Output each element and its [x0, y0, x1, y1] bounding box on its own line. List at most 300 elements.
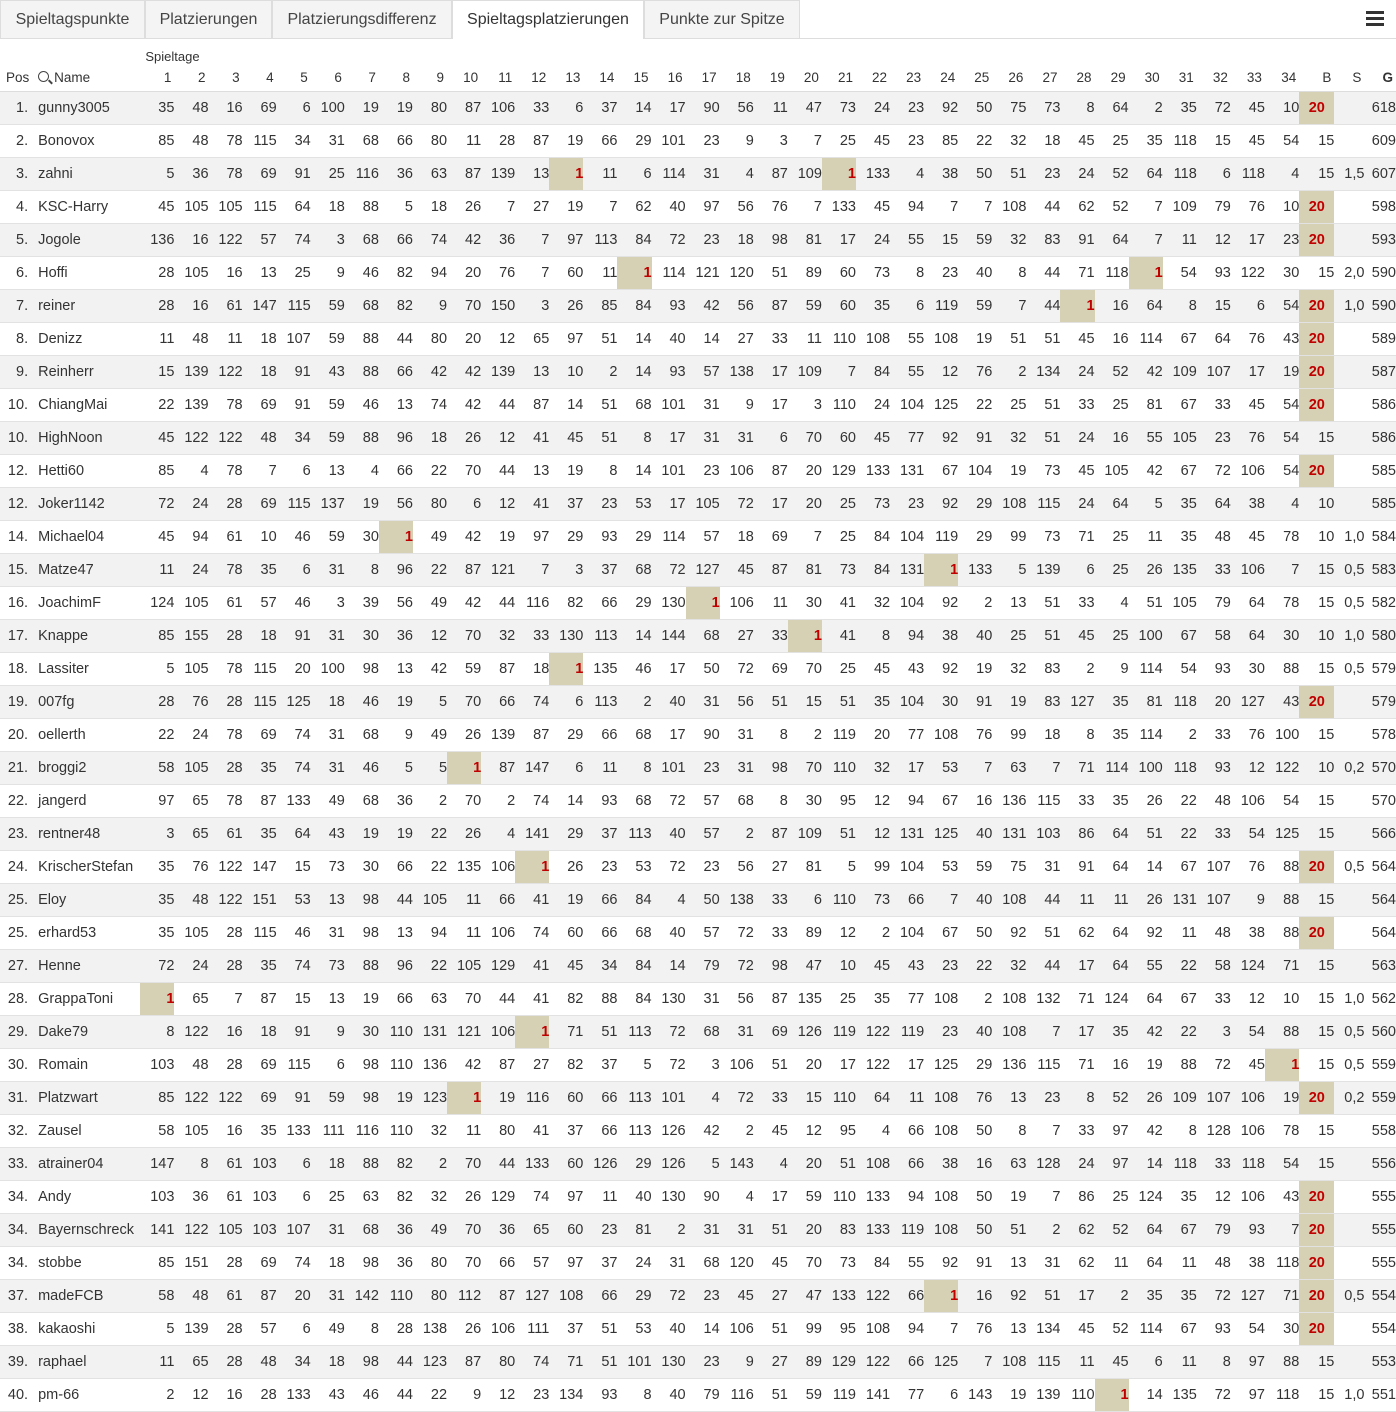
matchday-placement-cell: 31: [311, 620, 345, 653]
matchday-placement-cell: 106: [1231, 1082, 1265, 1115]
col-header-matchday[interactable]: 24: [924, 64, 958, 92]
table-row[interactable]: [0, 1082, 1396, 1115]
table-row[interactable]: [0, 158, 1396, 191]
matchday-placement-cell: 22: [958, 950, 992, 983]
col-header-total[interactable]: G: [1364, 64, 1396, 92]
matchday-placement-cell: 50: [958, 92, 992, 125]
table-row[interactable]: [0, 686, 1396, 719]
matchday-placement-cell: 97: [549, 1181, 583, 1214]
s-cell: [1334, 1181, 1364, 1214]
matchday-placement-cell: 103: [243, 1148, 277, 1181]
matchday-placement-cell: 24: [1060, 158, 1094, 191]
player-name[interactable]: Andy: [36, 1181, 140, 1214]
matchday-placement-cell: 78: [209, 653, 243, 686]
matchday-placement-cell: 5: [686, 1148, 720, 1181]
col-header-matchday[interactable]: 16: [652, 64, 686, 92]
matchday-placement-cell: 126: [652, 1148, 686, 1181]
matchday-placement-cell: 68: [617, 719, 651, 752]
matchday-placement-cell: 118: [1163, 752, 1197, 785]
matchday-placement-cell: 6: [277, 1181, 311, 1214]
search-icon[interactable]: [38, 71, 49, 82]
rank-cell: 17.: [0, 620, 36, 653]
table-row[interactable]: [0, 653, 1396, 686]
tab-spieltagspunkte[interactable]: Spieltagspunkte: [0, 0, 145, 38]
s-cell: [1334, 323, 1364, 356]
matchday-placement-cell: 88: [1265, 653, 1299, 686]
matchday-placement-cell: 87: [447, 1346, 481, 1379]
s-cell: 0,5: [1334, 851, 1364, 884]
matchday-placement-cell: 115: [277, 488, 311, 521]
matchday-placement-cell: 55: [890, 356, 924, 389]
matchday-placement-cell: 82: [379, 1148, 413, 1181]
table-row[interactable]: [0, 257, 1396, 290]
matchday-placement-cell: 15: [140, 356, 174, 389]
col-header-matchday[interactable]: 15: [617, 64, 651, 92]
matchday-placement-cell: 33: [1197, 389, 1231, 422]
tab-platzierungsdifferenz[interactable]: Platzierungsdifferenz: [272, 0, 452, 38]
player-name[interactable]: erhard53: [36, 917, 140, 950]
matchday-placement-cell: 50: [958, 1115, 992, 1148]
col-header-matchday[interactable]: 32: [1197, 64, 1231, 92]
matchday-placement-cell: 73: [1026, 92, 1060, 125]
player-name[interactable]: KrischerStefan: [36, 851, 140, 884]
table-row[interactable]: [0, 92, 1396, 125]
player-name[interactable]: kakaoshi: [36, 1313, 140, 1346]
matchday-placement-cell: 51: [583, 422, 617, 455]
player-name[interactable]: 007fg: [36, 686, 140, 719]
matchday-placement-cell: 80: [413, 488, 447, 521]
matchday-placement-cell: 121: [447, 1016, 481, 1049]
matchday-placement-cell: 106: [481, 851, 515, 884]
matchday-placement-cell: 100: [1129, 752, 1163, 785]
matchday-placement-cell: 18: [311, 1148, 345, 1181]
bonus-cell: 15: [1299, 785, 1334, 818]
player-name[interactable]: pm-66: [36, 1379, 140, 1412]
player-name[interactable]: Reinherr: [36, 356, 140, 389]
table-row[interactable]: [0, 1016, 1396, 1049]
player-name[interactable]: Romain: [36, 1049, 140, 1082]
matchday-placement-cell: 92: [924, 422, 958, 455]
col-header-matchday[interactable]: 2: [174, 64, 208, 92]
matchday-placement-cell: 49: [311, 1313, 345, 1346]
player-name[interactable]: KSC-Harry: [36, 191, 140, 224]
player-name[interactable]: Hoffi: [36, 257, 140, 290]
matchday-placement-cell: 19: [549, 191, 583, 224]
matchday-placement-cell: 43: [311, 1379, 345, 1412]
player-name[interactable]: Hetti60: [36, 455, 140, 488]
table-row[interactable]: [0, 818, 1396, 851]
rank-cell: 12.: [0, 455, 36, 488]
player-name[interactable]: Knappe: [36, 620, 140, 653]
table-row[interactable]: [0, 1214, 1396, 1247]
col-header-matchday[interactable]: 7: [345, 64, 379, 92]
matchday-placement-cell: 31: [720, 719, 754, 752]
col-header-matchday[interactable]: 19: [754, 64, 788, 92]
col-header-s[interactable]: S: [1334, 64, 1364, 92]
col-header-matchday[interactable]: 18: [720, 64, 754, 92]
s-cell: [1334, 92, 1364, 125]
matchday-placement-cell: 131: [890, 554, 924, 587]
matchday-placement-cell: 51: [754, 1313, 788, 1346]
matchday-placement-cell: 139: [174, 389, 208, 422]
matchday-placement-cell: 51: [754, 1214, 788, 1247]
player-name[interactable]: Eloy: [36, 884, 140, 917]
matchday-placement-cell: 25: [822, 983, 856, 1016]
matchday-placement-cell: 57: [243, 587, 277, 620]
player-name[interactable]: JoachimF: [36, 587, 140, 620]
player-name[interactable]: Jogole: [36, 224, 140, 257]
player-name[interactable]: Lassiter: [36, 653, 140, 686]
s-cell: [1334, 884, 1364, 917]
bonus-cell: 20: [1299, 323, 1334, 356]
matchday-placement-cell: 59: [958, 851, 992, 884]
matchday-placement-cell: 72: [652, 554, 686, 587]
tab-punkte-zur-spitze[interactable]: Punkte zur Spitze: [644, 0, 800, 38]
matchday-placement-cell: 47: [788, 950, 822, 983]
matchday-placement-cell: 5: [140, 158, 174, 191]
matchday-placement-cell: 11: [1095, 884, 1129, 917]
rank-cell: 22.: [0, 785, 36, 818]
col-header-matchday[interactable]: 8: [379, 64, 413, 92]
table-row[interactable]: [0, 752, 1396, 785]
player-name[interactable]: atrainer04: [36, 1148, 140, 1181]
total-cell: 582: [1364, 587, 1396, 620]
table-row[interactable]: [0, 521, 1396, 554]
matchday-placement-cell: 66: [481, 686, 515, 719]
matchday-placement-cell: 91: [958, 422, 992, 455]
matchday-placement-cell: 3: [788, 389, 822, 422]
matchday-placement-cell: 51: [754, 1049, 788, 1082]
player-name[interactable]: raphael: [36, 1346, 140, 1379]
table-row[interactable]: [0, 950, 1396, 983]
matchday-placement-cell: 104: [890, 917, 924, 950]
matchday-placement-cell: 7: [924, 1313, 958, 1346]
col-header-pos[interactable]: Pos: [0, 64, 36, 92]
table-row[interactable]: [0, 1049, 1396, 1082]
matchday-placement-cell: 9: [720, 125, 754, 158]
player-name[interactable]: stobbe: [36, 1247, 140, 1280]
table-row[interactable]: [0, 851, 1396, 884]
matchday-placement-cell: 44: [481, 455, 515, 488]
matchday-placement-cell: 133: [277, 1115, 311, 1148]
matchday-placement-cell: 48: [1197, 917, 1231, 950]
matchday-placement-cell: 2: [1026, 1214, 1060, 1247]
matchday-placement-cell: 106: [720, 455, 754, 488]
matchday-placement-cell: 76: [174, 686, 208, 719]
matchday-placement-cell: 51: [1026, 917, 1060, 950]
matchday-placement-cell: 97: [549, 323, 583, 356]
col-header-matchday[interactable]: 1: [140, 64, 174, 92]
s-cell: [1334, 389, 1364, 422]
table-row[interactable]: [0, 983, 1396, 1016]
matchday-placement-cell: 122: [1231, 257, 1265, 290]
col-header-matchday[interactable]: 27: [1026, 64, 1060, 92]
matchday-placement-cell: 61: [209, 587, 243, 620]
player-name[interactable]: Bonovox: [36, 125, 140, 158]
matchday-placement-cell: 139: [1026, 1379, 1060, 1412]
col-header-bonus[interactable]: B: [1299, 64, 1334, 92]
col-header-matchday[interactable]: 31: [1163, 64, 1197, 92]
matchday-placement-cell: 28: [140, 257, 174, 290]
table-row[interactable]: [0, 1313, 1396, 1346]
col-header-matchday[interactable]: 6: [311, 64, 345, 92]
table-row[interactable]: [0, 1346, 1396, 1379]
player-name[interactable]: ChiangMai: [36, 389, 140, 422]
col-header-matchday[interactable]: 9: [413, 64, 447, 92]
table-row[interactable]: [0, 917, 1396, 950]
matchday-placement-cell: 135: [1163, 554, 1197, 587]
matchday-placement-cell: 2: [1163, 719, 1197, 752]
matchday-placement-cell: 14: [549, 389, 583, 422]
matchday-placement-cell: 22: [413, 1379, 447, 1412]
matchday-placement-cell: 2: [856, 917, 890, 950]
player-name[interactable]: gunny3005: [36, 92, 140, 125]
matchday-placement-cell: 94: [890, 1313, 924, 1346]
matchday-placement-cell: 115: [243, 125, 277, 158]
matchday-placement-cell: 13: [311, 455, 345, 488]
matchday-placement-cell: 65: [174, 785, 208, 818]
table-row[interactable]: [0, 125, 1396, 158]
col-header-matchday[interactable]: 13: [549, 64, 583, 92]
player-name[interactable]: Dake79: [36, 1016, 140, 1049]
player-name[interactable]: Zausel: [36, 1115, 140, 1148]
matchday-placement-cell: 107: [1197, 884, 1231, 917]
matchday-placement-cell: 4: [720, 1181, 754, 1214]
matchday-placement-cell: 99: [992, 719, 1026, 752]
matchday-placement-cell: 6: [277, 554, 311, 587]
table-row[interactable]: [0, 389, 1396, 422]
col-header-matchday[interactable]: 22: [856, 64, 890, 92]
matchday-placement-cell: 17: [1060, 950, 1094, 983]
matchday-placement-cell: 12: [1231, 752, 1265, 785]
matchday-placement-cell: 10: [549, 356, 583, 389]
table-row[interactable]: [0, 1115, 1396, 1148]
matchday-placement-cell: 62: [1060, 191, 1094, 224]
matchday-placement-cell: 122: [856, 1016, 890, 1049]
table-row[interactable]: [0, 422, 1396, 455]
table-row[interactable]: [0, 356, 1396, 389]
matchday-placement-cell: 70: [447, 785, 481, 818]
matchday-placement-cell: 36: [379, 1247, 413, 1280]
player-name[interactable]: HighNoon: [36, 422, 140, 455]
matchday-placement-cell: 31: [720, 1214, 754, 1247]
matchday-placement-cell: 35: [243, 950, 277, 983]
matchday-placement-cell: 118: [1163, 158, 1197, 191]
matchday-placement-cell: 93: [1197, 1313, 1231, 1346]
matchday-placement-cell: 55: [1129, 422, 1163, 455]
col-header-matchday[interactable]: 12: [515, 64, 549, 92]
matchday-placement-cell: 5: [140, 653, 174, 686]
matchday-placement-cell: 51: [822, 818, 856, 851]
matchday-placement-cell: 147: [243, 851, 277, 884]
matchday-placement-cell: 68: [345, 719, 379, 752]
matchday-placement-cell: 24: [1060, 488, 1094, 521]
col-header-matchday[interactable]: 17: [686, 64, 720, 92]
matchday-placement-cell: 30: [1231, 653, 1265, 686]
matchday-placement-cell: 8: [992, 1115, 1026, 1148]
hamburger-menu-icon[interactable]: [1366, 11, 1384, 27]
matchday-placement-cell: 70: [788, 752, 822, 785]
table-row[interactable]: [0, 323, 1396, 356]
matchday-placement-cell: 56: [720, 191, 754, 224]
player-name[interactable]: Michael04: [36, 521, 140, 554]
player-name[interactable]: madeFCB: [36, 1280, 140, 1313]
matchday-placement-cell: 72: [720, 488, 754, 521]
matchday-placement-cell: 114: [652, 521, 686, 554]
player-name[interactable]: Matze47: [36, 554, 140, 587]
tab-platzierungen[interactable]: Platzierungen: [145, 0, 272, 38]
player-name[interactable]: Henne: [36, 950, 140, 983]
matchday-placement-cell: 7: [1129, 191, 1163, 224]
matchday-placement-cell: 30: [788, 587, 822, 620]
matchday-placement-cell: 83: [1026, 224, 1060, 257]
matchday-placement-cell: 7: [958, 191, 992, 224]
matchday-placement-cell: 100: [1129, 620, 1163, 653]
table-row[interactable]: [0, 1280, 1396, 1313]
matchday-placement-cell: 23: [924, 257, 958, 290]
col-header-matchday[interactable]: 33: [1231, 64, 1265, 92]
matchday-placement-cell: 2: [1129, 92, 1163, 125]
matchday-placement-cell: 138: [720, 884, 754, 917]
col-header-matchday[interactable]: 14: [583, 64, 617, 92]
player-name[interactable]: oellerth: [36, 719, 140, 752]
player-name[interactable]: Platzwart: [36, 1082, 140, 1115]
total-cell: 589: [1364, 323, 1396, 356]
table-row[interactable]: [0, 554, 1396, 587]
matchday-placement-cell: 90: [686, 1181, 720, 1214]
matchday-placement-cell: 38: [1231, 488, 1265, 521]
matchday-placement-cell: 45: [1095, 1346, 1129, 1379]
matchday-placement-cell: 93: [652, 356, 686, 389]
matchday-placement-cell: 35: [1129, 1280, 1163, 1313]
matchday-placement-cell: 17: [822, 224, 856, 257]
total-cell: 586: [1364, 389, 1396, 422]
player-name[interactable]: broggi2: [36, 752, 140, 785]
col-header-matchday[interactable]: 4: [243, 64, 277, 92]
matchday-placement-cell: 51: [1026, 587, 1060, 620]
rank-cell: 21.: [0, 752, 36, 785]
table-row[interactable]: [0, 1181, 1396, 1214]
table-row[interactable]: [0, 884, 1396, 917]
player-name[interactable]: rentner48: [36, 818, 140, 851]
col-header-matchday[interactable]: 34: [1265, 64, 1299, 92]
matchday-placement-cell: 133: [515, 1148, 549, 1181]
matchday-placement-cell: 74: [515, 686, 549, 719]
table-row[interactable]: [0, 1247, 1396, 1280]
matchday-placement-cell: 139: [1026, 554, 1060, 587]
player-name[interactable]: GrappaToni: [36, 983, 140, 1016]
matchday-placement-cell: 133: [856, 1214, 890, 1247]
matchday-placement-cell: 45: [1231, 1049, 1265, 1082]
table-row[interactable]: [0, 455, 1396, 488]
tab-spieltagsplatzierungen[interactable]: Spieltagsplatzierungen: [452, 0, 644, 39]
col-header-matchday[interactable]: 11: [481, 64, 515, 92]
matchday-placement-cell: 45: [549, 950, 583, 983]
matchday-placement-cell: 43: [890, 653, 924, 686]
matchday-placement-cell: 78: [209, 719, 243, 752]
col-header-name[interactable]: [36, 64, 140, 92]
table-row[interactable]: [0, 290, 1396, 323]
table-row[interactable]: [0, 587, 1396, 620]
matchday-placement-cell: 36: [379, 158, 413, 191]
table-row[interactable]: [0, 224, 1396, 257]
matchday-placement-cell: 71: [1060, 257, 1094, 290]
matchday-placement-cell: 25: [822, 488, 856, 521]
matchday-placement-cell: 42: [1129, 1115, 1163, 1148]
matchday-placement-cell: 22: [1163, 950, 1197, 983]
matchday-placement-cell: 76: [1231, 323, 1265, 356]
matchday-placement-cell: 67: [1163, 323, 1197, 356]
col-header-matchday[interactable]: 23: [890, 64, 924, 92]
matchday-placement-cell: 71: [1060, 521, 1094, 554]
col-header-matchday[interactable]: 20: [788, 64, 822, 92]
matchday-placement-cell: 20: [788, 488, 822, 521]
table-row[interactable]: [0, 719, 1396, 752]
matchday-placement-cell: 48: [174, 1280, 208, 1313]
matchday-placement-cell: 3: [311, 224, 345, 257]
table-row[interactable]: [0, 620, 1396, 653]
col-header-matchday[interactable]: 10: [447, 64, 481, 92]
col-header-matchday[interactable]: 25: [958, 64, 992, 92]
matchday-placement-cell: 44: [1026, 950, 1060, 983]
matchday-placement-cell: 33: [1060, 389, 1094, 422]
col-header-matchday[interactable]: 5: [277, 64, 311, 92]
matchday-placement-cell: 18: [243, 323, 277, 356]
player-name[interactable]: Bayernschreck: [36, 1214, 140, 1247]
matchday-placement-cell: 143: [958, 1379, 992, 1412]
col-header-matchday[interactable]: 21: [822, 64, 856, 92]
matchday-placement-cell: 84: [617, 983, 651, 1016]
col-header-matchday[interactable]: 29: [1095, 64, 1129, 92]
player-name[interactable]: reiner: [36, 290, 140, 323]
table-row[interactable]: [0, 488, 1396, 521]
matchday-placement-cell: 133: [822, 191, 856, 224]
matchday-placement-cell: 17: [754, 356, 788, 389]
matchday-placement-cell: 127: [515, 1280, 549, 1313]
col-header-matchday[interactable]: 3: [209, 64, 243, 92]
matchday-placement-cell: 88: [1265, 1016, 1299, 1049]
col-header-matchday[interactable]: 26: [992, 64, 1026, 92]
matchday-placement-cell: 4: [856, 1115, 890, 1148]
matchday-placement-cell: 45: [1060, 455, 1094, 488]
s-cell: [1334, 422, 1364, 455]
total-cell: 609: [1364, 125, 1396, 158]
player-name[interactable]: Denizz: [36, 323, 140, 356]
matchday-placement-cell: 16: [174, 224, 208, 257]
matchday-placement-cell: 11: [1060, 1346, 1094, 1379]
player-name[interactable]: Joker1142: [36, 488, 140, 521]
matchday-placement-cell: 110: [822, 884, 856, 917]
matchday-placement-cell: 2: [617, 686, 651, 719]
bonus-cell: 20: [1299, 1214, 1334, 1247]
table-row[interactable]: [0, 1379, 1396, 1412]
col-header-matchday[interactable]: 30: [1129, 64, 1163, 92]
player-name[interactable]: jangerd: [36, 785, 140, 818]
matchday-placement-cell: 28: [209, 950, 243, 983]
col-header-matchday[interactable]: 28: [1060, 64, 1094, 92]
matchday-placement-cell: 68: [345, 1214, 379, 1247]
matchday-placement-cell: 33: [754, 323, 788, 356]
matchday-placement-cell: 68: [345, 785, 379, 818]
matchday-placement-cell: 35: [140, 884, 174, 917]
player-name[interactable]: zahni: [36, 158, 140, 191]
table-row[interactable]: [0, 1148, 1396, 1181]
matchday-placement-cell: 42: [447, 224, 481, 257]
matchday-placement-cell: 26: [1129, 1082, 1163, 1115]
table-row[interactable]: [0, 191, 1396, 224]
table-row[interactable]: [0, 785, 1396, 818]
matchday-placement-cell: 105: [174, 917, 208, 950]
